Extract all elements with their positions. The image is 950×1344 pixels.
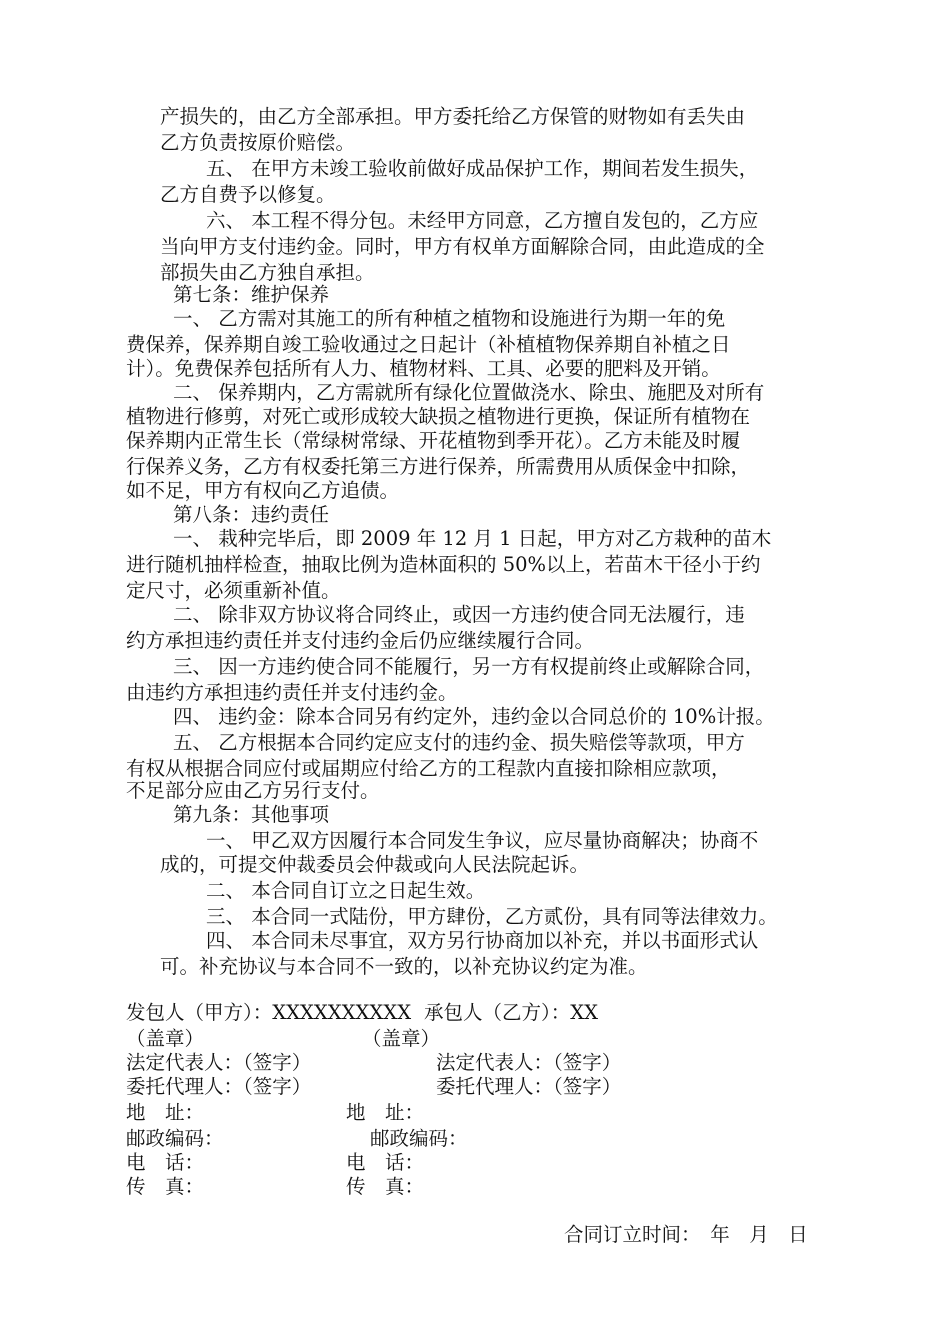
phone-a: 电 话： — [126, 1151, 205, 1174]
paragraph-line: 有权从根据合同应付或届期应付给乙方的工程款内直接扣除相应款项， — [126, 757, 731, 780]
address-b: 地 址： — [346, 1101, 425, 1124]
article-7-clause-2-line: 二、 保养期内，乙方需就所有绿化位置做浇水、除虫、施肥及对所有 — [173, 381, 765, 404]
paragraph-line: 进行随机抽样检查，抽取比例为造林面积的 50%以上，若苗木干径小于约 — [126, 553, 761, 576]
paragraph-line: 定尺寸，必须重新补值。 — [126, 579, 341, 602]
paragraph-line: 乙方负责按原价赔偿。 — [160, 131, 356, 154]
article-8-clause-1-line: 一、 栽种完毕后，即 2009 年 12 月 1 日起，甲方对乙方栽种的苗木 — [173, 527, 772, 550]
agent-a: 委托代理人：（签字） — [126, 1075, 312, 1098]
article-8-clause-4-line: 四、 违约金：除本合同另有约定外，违约金以合同总价的 10%计报。 — [173, 705, 775, 728]
article-7-heading: 第七条：维护保养 — [173, 283, 330, 306]
paragraph-line: 乙方自费予以修复。 — [160, 183, 336, 206]
seal-a: （盖章） — [126, 1027, 205, 1050]
postcode-b: 邮政编码： — [370, 1127, 468, 1150]
article-9-clause-3-line: 三、 本合同一式陆份，甲方肆份，乙方贰份，具有同等法律效力。 — [206, 905, 778, 928]
paragraph-line: 成的，可提交仲裁委员会仲裁或向人民法院起诉。 — [160, 853, 590, 876]
paragraph-line: 产损失的，由乙方全部承担。甲方委托给乙方保管的财物如有丢失由 — [160, 105, 746, 128]
paragraph-line: 植物进行修剪，对死亡或形成较大缺损之植物进行更换，保证所有植物在 — [126, 405, 751, 428]
article-8-clause-5-line: 五、 乙方根据本合同约定应支付的违约金、损失赔偿等款项，甲方 — [173, 731, 745, 754]
legal-rep-b: 法定代表人：（签字） — [436, 1051, 622, 1074]
paragraph-line: 费保养，保养期自竣工验收通过之日起计（补植植物保养期自补植之日 — [126, 333, 731, 356]
article-8-clause-3-line: 三、 因一方违约使合同不能履行，另一方有权提前终止或解除合同， — [173, 655, 765, 678]
paragraph-line: 不足部分应由乙方另行支付。 — [126, 779, 380, 802]
article-9-clause-4-line: 四、 本合同未尽事宜，双方另行协商加以补充，并以书面形式认 — [206, 929, 759, 952]
fax-a: 传 真： — [126, 1175, 205, 1198]
address-a: 地 址： — [126, 1101, 205, 1124]
paragraph-line: 约方承担违约责任并支付违约金后仍应继续履行合同。 — [126, 629, 595, 652]
article-9-heading: 第九条：其他事项 — [173, 803, 330, 826]
party-b-label: 承包人（乙方）：XX — [424, 1001, 599, 1024]
paragraph-line: 当向甲方支付违约金。同时，甲方有权单方面解除合同，由此造成的全 — [160, 235, 765, 258]
article-8-heading: 第八条：违约责任 — [173, 503, 330, 526]
seal-b: （盖章） — [362, 1027, 441, 1050]
article-7-clause-1-line: 一、 乙方需对其施工的所有种植之植物和设施进行为期一年的免 — [173, 307, 726, 330]
clause-6-line: 六、 本工程不得分包。未经甲方同意，乙方擅自发包的，乙方应 — [206, 209, 759, 232]
fax-b: 传 真： — [346, 1175, 425, 1198]
paragraph-line: 保养期内正常生长（常绿树常绿、开花植物到季开花）。乙方未能及时履 — [126, 429, 741, 452]
paragraph-line: 可。补充协议与本合同不一致的，以补充协议约定为准。 — [160, 955, 648, 978]
article-9-clause-1-line: 一、 甲乙双方因履行本合同发生争议，应尽量协商解决；协商不 — [206, 829, 759, 852]
paragraph-line: 部损失由乙方独自承担。 — [160, 261, 375, 284]
article-9-clause-2-line: 二、 本合同自订立之日起生效。 — [206, 879, 486, 902]
agent-b: 委托代理人：（签字） — [436, 1075, 622, 1098]
article-8-clause-2-line: 二、 除非双方协议将合同终止，或因一方违约使合同无法履行，违 — [173, 603, 745, 626]
paragraph-line: 行保养义务，乙方有权委托第三方进行保养，所需费用从质保金中扣除， — [126, 455, 751, 478]
party-a-label: 发包人（甲方）：XXXXXXXXXX — [126, 1001, 412, 1024]
paragraph-line: 由违约方承担违约责任并支付违约金。 — [126, 681, 458, 704]
paragraph-line: 计）。免费保养包括所有人力、植物材料、工具、必要的肥料及开销。 — [126, 357, 721, 380]
contract-date-line: 合同订立时间： 年 月 日 — [564, 1223, 808, 1246]
clause-5-line: 五、 在甲方未竣工验收前做好成品保护工作，期间若发生损失， — [206, 157, 759, 180]
paragraph-line: 如不足，甲方有权向乙方追债。 — [126, 479, 400, 502]
phone-b: 电 话： — [346, 1151, 425, 1174]
postcode-a: 邮政编码： — [126, 1127, 224, 1150]
legal-rep-a: 法定代表人：（签字） — [126, 1051, 312, 1074]
